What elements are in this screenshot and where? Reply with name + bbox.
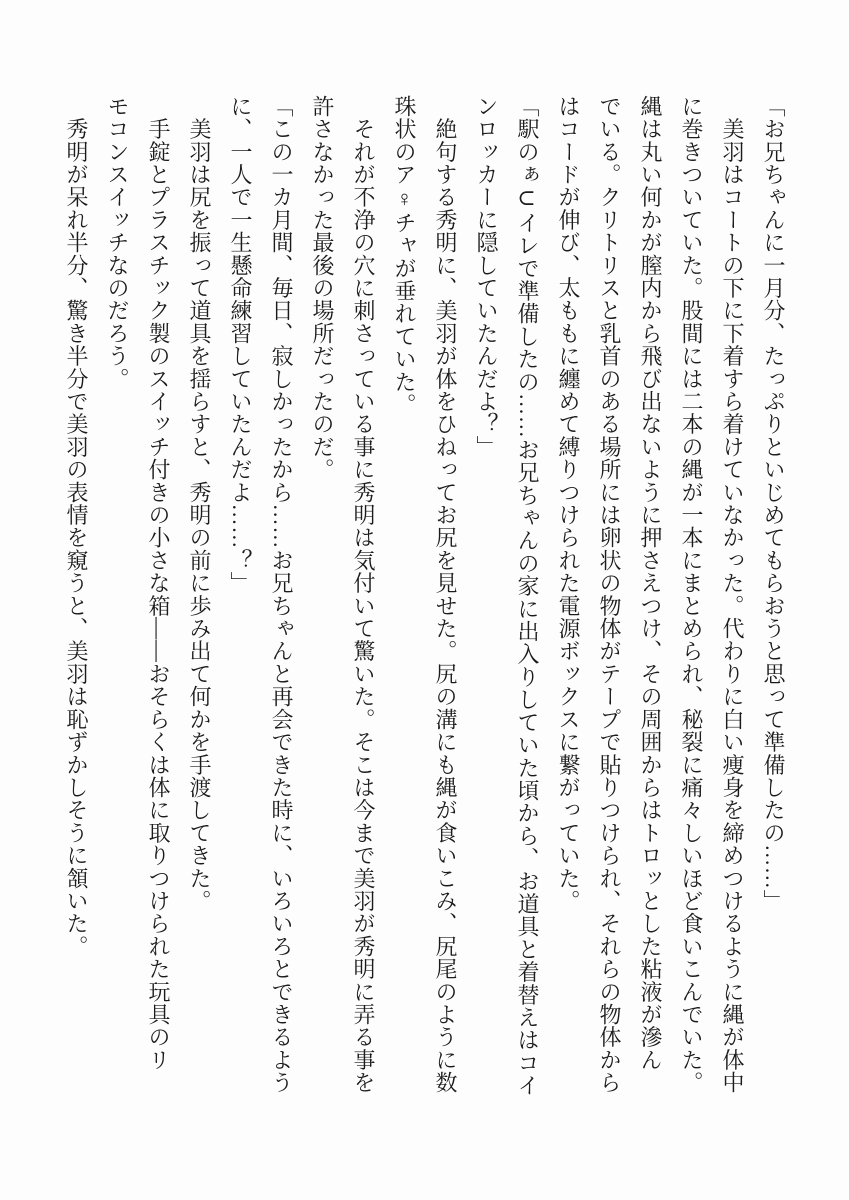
text-line-p2-5: はコードが伸び、太ももに纏めて縛りつけられた電源ボックスに繋がっていた。 [556,95,581,913]
text-line-p3-2: ンロッカーに隠していたんだよ？」 [474,95,499,459]
text-line-p2-3: 縄は丸い何かが膣内から飛び出ないように押さえつけ、その周囲からはトロッとした粘液が滲ん [638,95,663,1072]
text-line-p8-1: 手錠とプラスチック製のスイッチ付きの小さな箱——おそらくは体に取りつけられた玩具のリ [146,117,171,1072]
text-line-p6-1: 「この一カ月間、毎日、寂しかったから……お兄ちゃんと再会できた時に、いろいろとできるよう [269,95,294,1094]
text-line-p3-1: 「駅のぁ⊂イレで準備したの……お兄ちゃんの家に出入りしていた頃から、お道具と着替えはコイ [515,95,540,1097]
text-line-p1-1: 「お兄ちゃんに一月分、たっぷりといじめてもらおうと思って準備したの……」 [761,95,786,913]
text-line-p9-1: 秀明が呆れ半分、驚き半分で美羽の表情を窺うと、美羽は恥ずかしそうに頷いた。 [64,117,89,958]
text-line-p6-2: に、一人で一生懸命練習していたんだよ……？」 [228,95,253,595]
text-line-p8-2: モコンスイッチなのだろう。 [105,95,130,391]
text-line-p7-1: 美羽は尻を振って道具を揺らすと、秀明の前に歩み出て何かを手渡してきた。 [187,117,212,913]
text-line-p4-2: 珠状のア♀チャが垂れていた。 [392,95,417,416]
text-line-p2-2: に巻きついていた。股間には二本の縄が一本にまとめられ、秘裂に痛々しいほど食いこんでいた。 [679,95,704,1094]
text-line-p2-4: でいる。クリトリスと乳首のある場所には卵状の物体がテープで貼りつけられ、それらの物体から [597,95,622,1094]
vertical-text-block [54,95,794,1103]
special-glyph: ⊂ [515,185,540,212]
special-glyph: ♀ [392,185,417,212]
text-line-p2-1: 美羽はコートの下に下着すら着けていなかった。代わりに白い痩身を締めつけるように縄が体中 [720,117,745,1094]
text-line-p5-2: 許さなかった最後の場所だったのだ。 [310,95,335,481]
text-line-p5-1: それが不浄の穴に刺さっている事に秀明は気付いて驚いた。そこは今まで美羽が秀明に弄る事を [351,117,376,1094]
text-line-p4-1: 絶句する秀明に、美羽が体をひねってお尻を見せた。尻の溝にも縄が食いこみ、尻尾のように数 [433,117,458,1094]
